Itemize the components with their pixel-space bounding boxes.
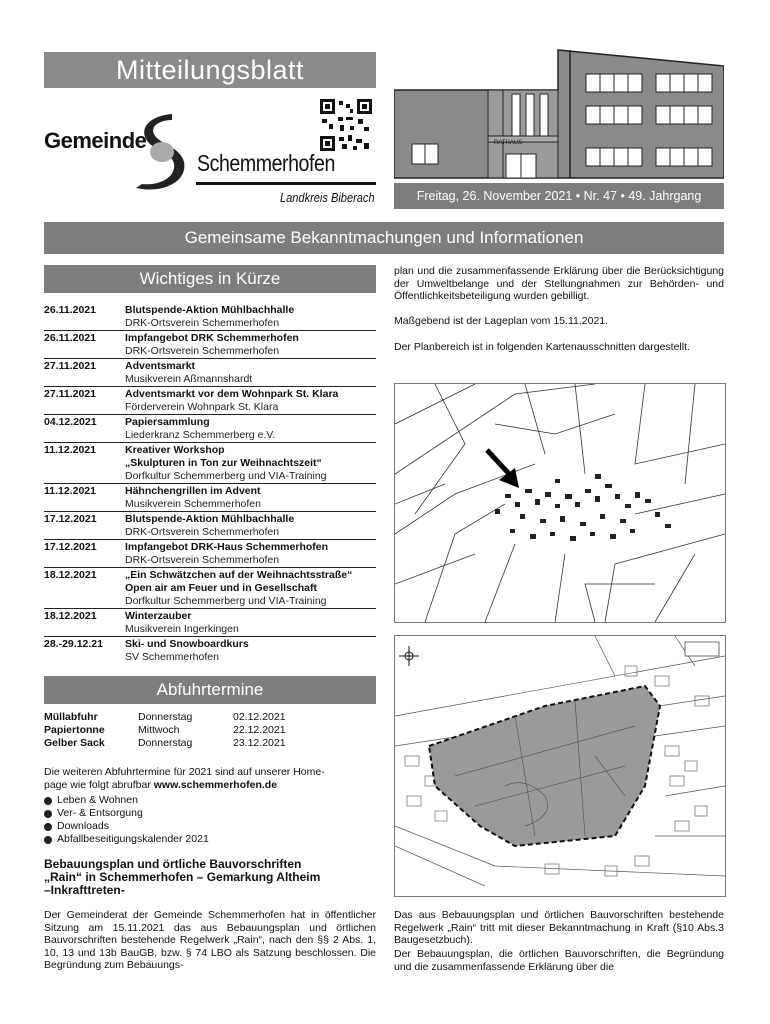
bplan-paragraph-planbereich: Der Planbereich ist in folgenden Kartenausschnitten dargestellt. <box>394 341 690 353</box>
website-link[interactable]: www.schemmerhofen.de <box>153 779 278 791</box>
abfuhr-note: Die weiteren Abfuhrtermine für 2021 sind auf unserer Home- page wie folgt abrufbar www.schemmerhofen.de <box>44 766 325 791</box>
bullet-icon <box>44 836 52 844</box>
bplan-paragraph-right-bottom2: Der Bebauungsplan, die örtlichen Bauvorschriften, die Begründung und die zusammenfassende Erklärung über die <box>394 948 724 973</box>
bullet-icon <box>44 823 52 831</box>
qr-code-icon <box>320 99 372 151</box>
bplan-paragraph-left: Der Gemeinderat der Gemeinde Schemmerhofen hat in öffentlicher Sitzung am 15.11.2021 das aus Bebauungsplan und örtlichen Bauvorschriften bestehende Regelwerk „Rain“, nach den §§ 2 Abs. 1, 10, 13 und 13b BauGB, bzw. § 74 LBO als Satzung beschlossen. Die Begründung zum Bebauungs- <box>44 909 376 971</box>
detail-plan-map-image <box>394 635 726 897</box>
event-row: 28.-29.12.21 Ski- und Snowboardkurs SV Schemmerhofen <box>44 638 249 663</box>
bplan-paragraph-right-top: plan und die zusammenfassende Erklärung über die Berücksichtigung der Umweltbelange und der Stellungnahmen zur Behörden- und Öffentlichkeitsbeteiligung wurden gebilligt. <box>394 265 724 302</box>
event-row: 27.11.2021 Adventsmarkt Musikverein Aßmannshardt <box>44 359 376 387</box>
logo-landkreis-text: Landkreis Biberach <box>280 190 375 205</box>
issue-date-bar: Freitag, 26. November 2021 • Nr. 47 • 49. Jahrgang <box>394 183 724 209</box>
event-row: 18.12.2021 Winterzauber Musikverein Ingerkingen <box>44 609 376 637</box>
bplan-paragraph-lageplan: Maßgebend ist der Lageplan vom 15.11.2021. <box>394 315 609 327</box>
logo-gemeinde-text: Gemeinde <box>44 128 147 153</box>
list-item: Abfallbeseitigungskalender 2021 <box>44 833 209 846</box>
logo-schemmerhofen-text: Schemmerhofen <box>197 150 335 176</box>
event-row: 04.12.2021 Papiersammlung Liederkranz Schemmerberg e.V. <box>44 415 376 443</box>
event-row: 27.11.2021 Adventsmarkt vor dem Wohnpark St. Klara Förderverein Wohnpark St. Klara <box>44 387 376 415</box>
logo-divider <box>196 182 376 185</box>
bullet-icon <box>44 797 52 805</box>
event-row: 26.11.2021 Blutspende-Aktion Mühlbachhalle DRK-Ortsverein Schemmerhofen <box>44 303 376 331</box>
table-row: Gelber Sack Donnerstag 23.12.2021 <box>44 737 286 749</box>
bplan-paragraph-right-bottom: Das aus Bebauungsplan und örtlichen Bauvorschriften bestehende Regelwerk „Rain“ tritt mit dieser Bekanntmachung in Kraft (§10 Abs.3 Baugesetzbuch). <box>394 909 724 946</box>
bplan-title: Bebauungsplan und örtliche Bauvorschriften „Rain“ in Schemmerhofen – Gemarkung Altheim –Inkrafttreten- <box>44 857 321 897</box>
bullet-icon <box>44 810 52 818</box>
table-row: Müllabfuhr Donnerstag 02.12.2021 <box>44 711 286 723</box>
abfuhr-heading: Abfuhrtermine <box>44 676 376 704</box>
abfuhr-table <box>44 711 286 750</box>
rathaus-sign: RATHAUS <box>494 140 523 146</box>
section-heading: Gemeinsame Bekanntmachungen und Informationen <box>44 222 724 254</box>
rathaus-building-illustration <box>394 44 724 184</box>
wichtiges-heading: Wichtiges in Kürze <box>44 265 376 293</box>
table-row: Papiertonne Mittwoch 22.12.2021 <box>44 724 286 736</box>
event-row: 17.12.2021 Blutspende-Aktion Mühlbachhalle DRK-Ortsverein Schemmerhofen <box>44 512 376 540</box>
list-item: Downloads <box>44 820 209 833</box>
event-row: 11.12.2021 Hähnchengrillen im Advent Musikverein Schemmerhofen <box>44 484 376 512</box>
event-row: 18.12.2021 „Ein Schwätzchen auf der Weihnachtsstraße“ Open air am Feuer und in Gesellschaft Dorfkultur Schemmerberg und VIA-Training <box>44 568 376 609</box>
list-item: Ver- & Entsorgung <box>44 807 209 820</box>
masthead-title: Mitteilungsblatt <box>44 52 376 88</box>
bullet-list <box>44 794 209 846</box>
overview-map-image <box>394 383 726 623</box>
event-row: 17.12.2021 Impfangebot DRK-Haus Schemmerhofen DRK-Ortsverein Schemmerhofen <box>44 540 376 568</box>
event-row: 26.11.2021 Impfangebot DRK Schemmerhofen DRK-Ortsverein Schemmerhofen <box>44 331 376 359</box>
logo-s-emblem-icon <box>128 108 190 192</box>
list-item: Leben & Wohnen <box>44 794 209 807</box>
event-list <box>44 303 376 664</box>
event-row: 11.12.2021 Kreativer Workshop „Skulpturen in Ton zur Weihnachtszeit“ Dorfkultur Schemmerberg und VIA-Training <box>44 443 376 484</box>
